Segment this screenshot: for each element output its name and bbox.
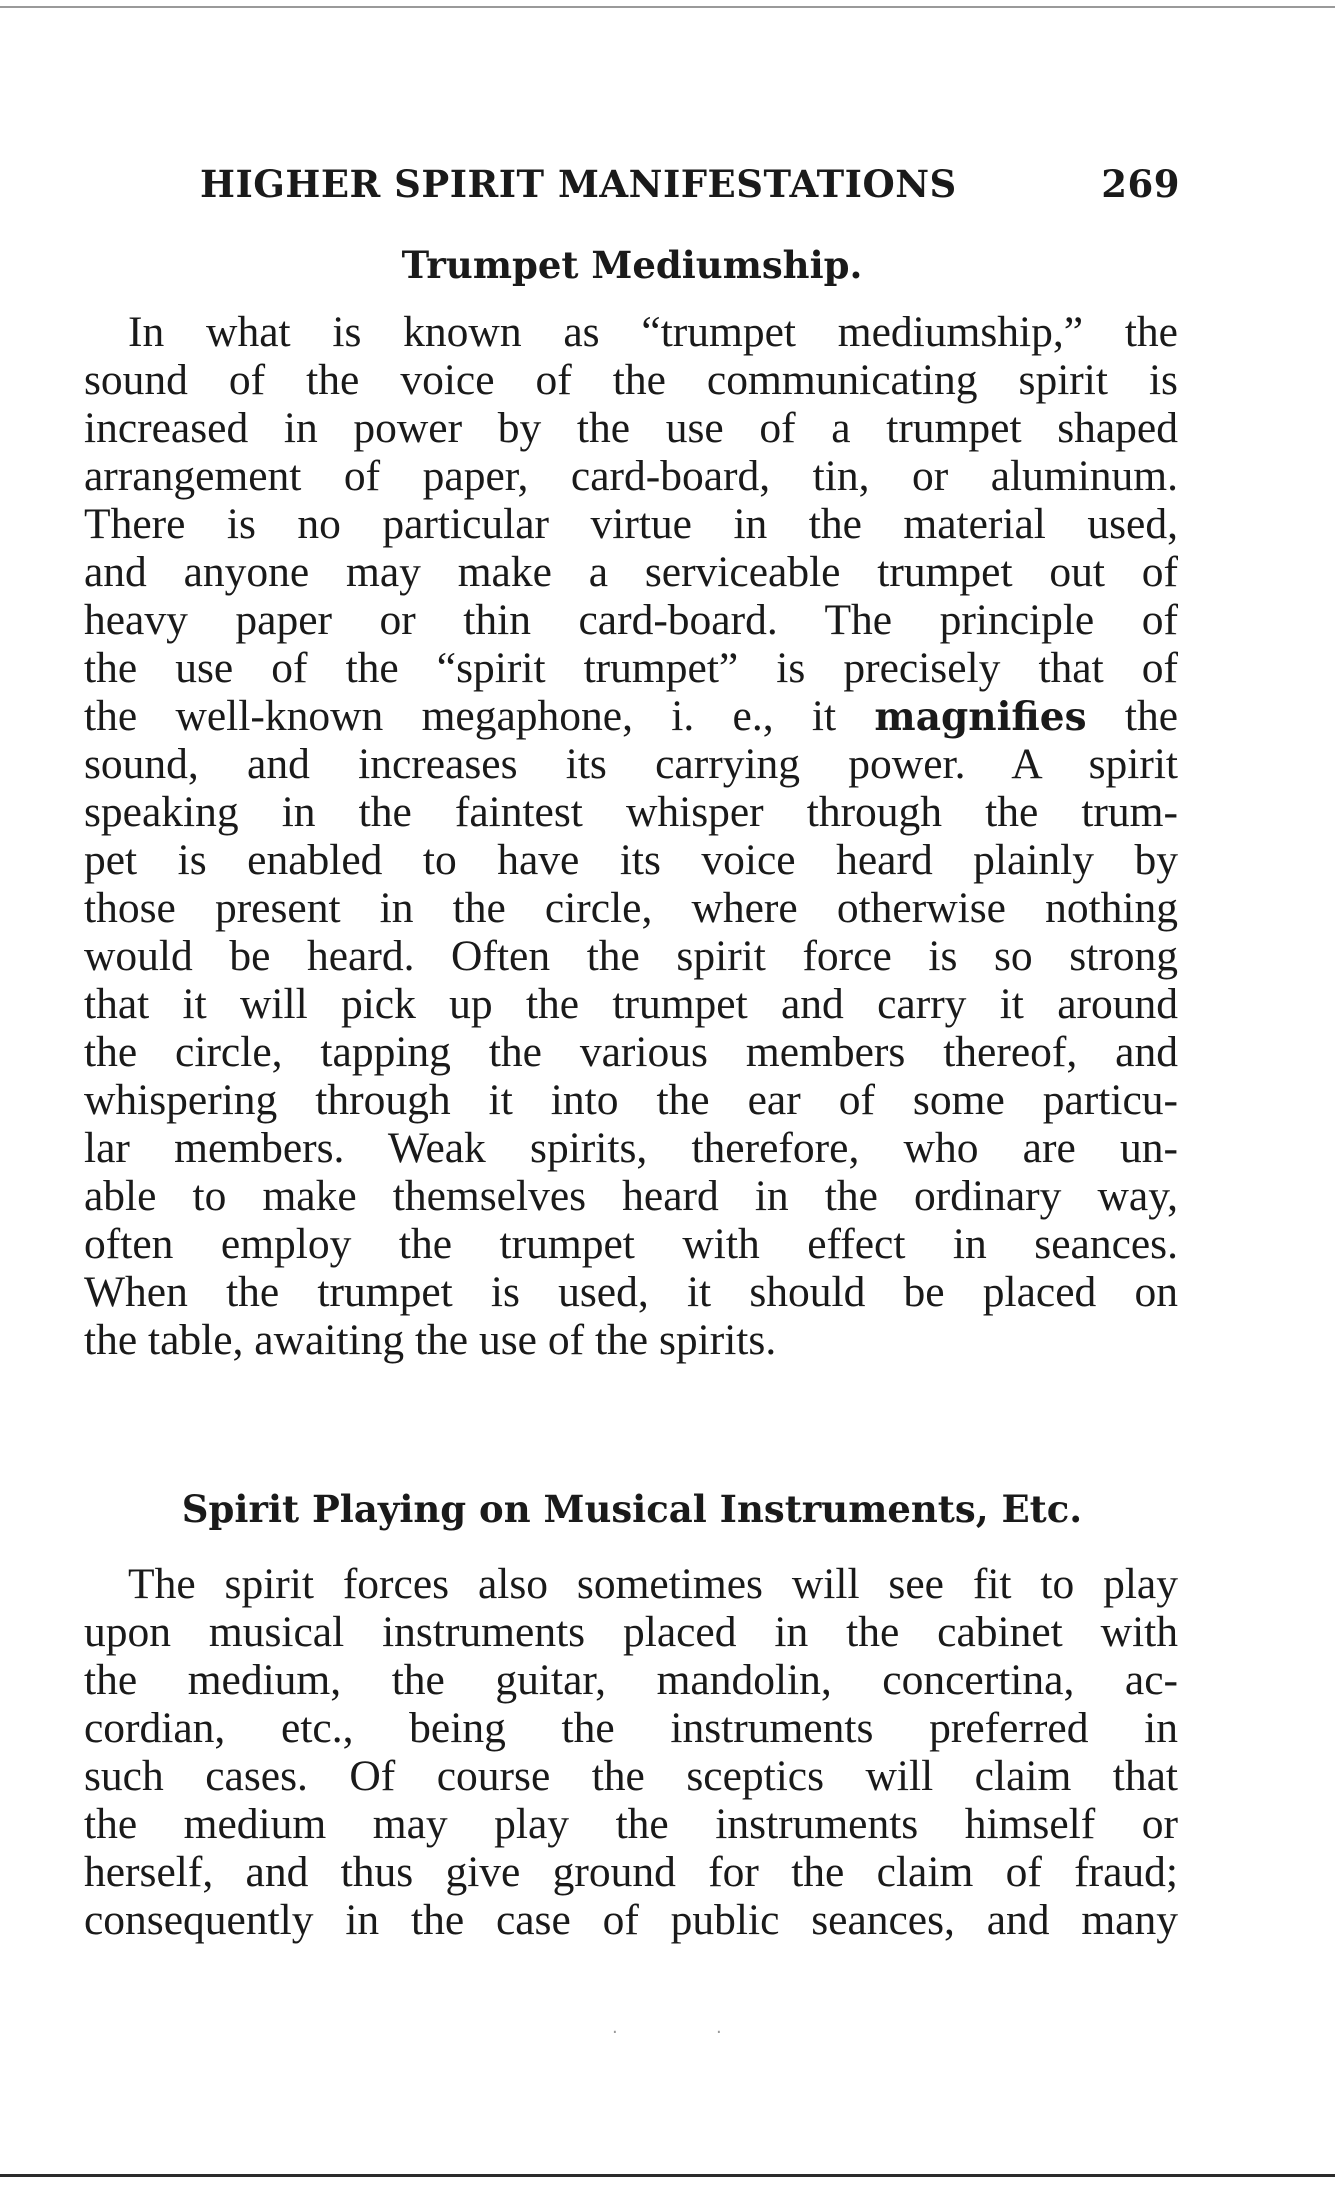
text-line: consequently in the case of public seances, and many <box>84 1896 1178 1944</box>
text-line: the table, awaiting the use of the spirits. <box>84 1316 777 1364</box>
page-number: 269 <box>1101 162 1180 206</box>
text-line: often employ the trumpet with effect in seances. <box>84 1220 1178 1268</box>
text-line: heavy paper or thin card-board. The principle of <box>84 596 1178 644</box>
text-line: that it will pick up the trumpet and carry it around <box>84 980 1178 1028</box>
text-line: whispering through it into the ear of some particu- <box>84 1076 1178 1124</box>
text-line: such cases. Of course the sceptics will claim that <box>84 1752 1178 1800</box>
section-heading-musical-instruments: Spirit Playing on Musical Instruments, Etc. <box>181 1487 1083 1531</box>
text-line: able to make themselves heard in the ordinary way, <box>84 1172 1178 1220</box>
top-scan-rule <box>0 6 1335 8</box>
text-line: arrangement of paper, card-board, tin, or aluminum. <box>84 452 1178 500</box>
text-line: sound, and increases its carrying power. A spirit <box>84 740 1178 788</box>
text-line: When the trumpet is used, it should be placed on <box>84 1268 1178 1316</box>
text-line: There is no particular virtue in the material used, <box>84 500 1178 548</box>
running-head <box>200 162 1180 212</box>
text-line-with-emphasis <box>84 692 1178 740</box>
section-heading-trumpet-mediumship: Trumpet Mediumship. <box>401 243 863 287</box>
text-line: upon musical instruments placed in the cabinet with <box>84 1608 1178 1656</box>
text-line: pet is enabled to have its voice heard plainly by <box>84 836 1178 884</box>
text-line: the medium may play the instruments himself or <box>84 1800 1178 1848</box>
running-head-title: HIGHER SPIRIT MANIFESTATIONS <box>200 162 957 206</box>
scan-speck: · <box>716 2022 722 2043</box>
text-line: those present in the circle, where otherwise nothing <box>84 884 1178 932</box>
text-line: would be heard. Often the spirit force is so strong <box>84 932 1178 980</box>
text-line-end: the <box>1124 692 1179 740</box>
scan-speck: · <box>612 2022 618 2043</box>
bottom-scan-rule <box>0 2174 1335 2177</box>
text-line: cordian, etc., being the instruments preferred in <box>84 1704 1178 1752</box>
text-line: speaking in the faintest whisper through the trum- <box>84 788 1178 836</box>
text-line: increased in power by the use of a trumpet shaped <box>84 404 1178 452</box>
text-line: the medium, the guitar, mandolin, concertina, ac- <box>84 1656 1178 1704</box>
text-line: The spirit forces also sometimes will see fit to play <box>128 1560 1178 1608</box>
text-line: herself, and thus give ground for the claim of fraud; <box>84 1848 1178 1896</box>
text-line-start: the well-known megaphone, i. e., it <box>84 692 837 740</box>
emphasized-word: magnifies <box>874 694 1087 740</box>
text-line: the use of the “spirit trumpet” is precisely that of <box>84 644 1178 692</box>
text-line: the circle, tapping the various members thereof, and <box>84 1028 1178 1076</box>
text-line: In what is known as “trumpet mediumship,” the <box>128 308 1178 356</box>
text-line: lar members. Weak spirits, therefore, who are un- <box>84 1124 1178 1172</box>
text-line: and anyone may make a serviceable trumpet out of <box>84 548 1178 596</box>
text-line: sound of the voice of the communicating spirit is <box>84 356 1178 404</box>
